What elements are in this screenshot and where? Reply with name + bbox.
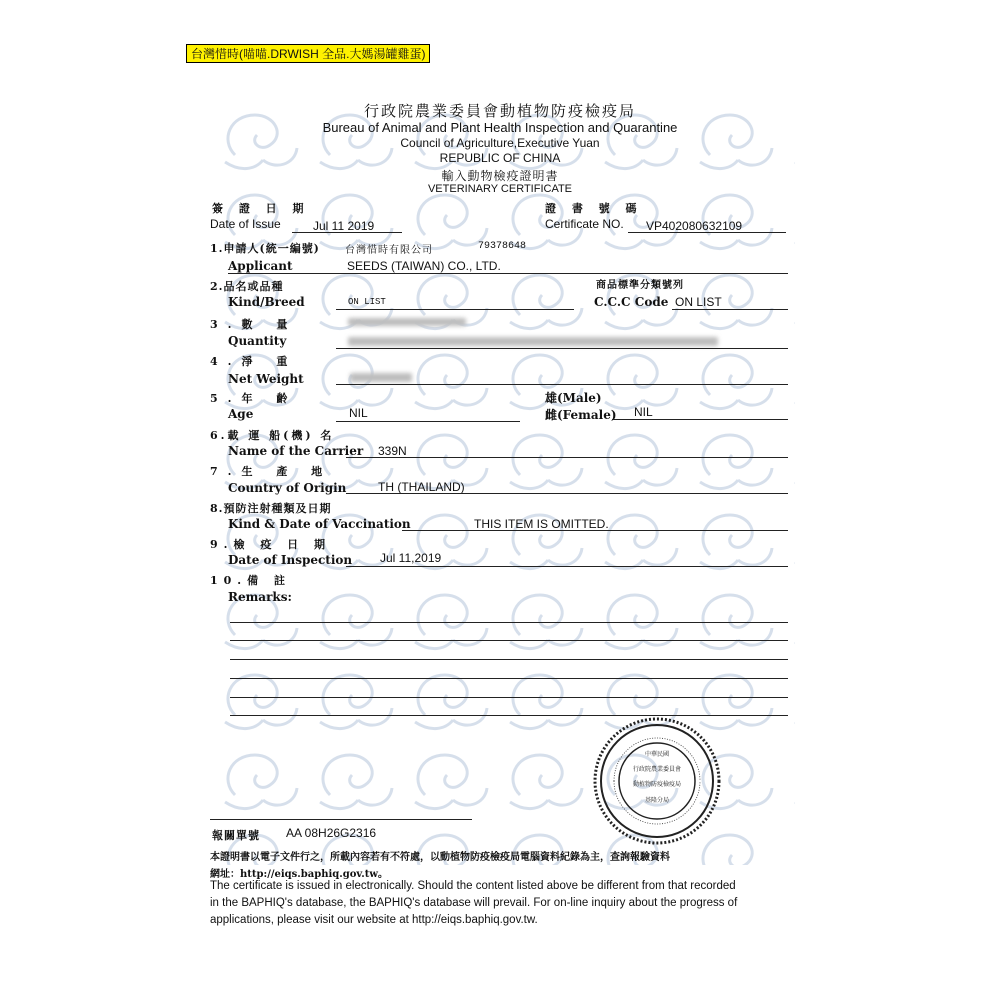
footer-en-line3: applications, please visit our website at http://eiqs.baphiq.gov.tw. — [210, 914, 538, 926]
origin-underline — [346, 493, 788, 494]
ccc-zh-label: 商品標準分類號列 — [596, 280, 684, 291]
remarks-line-5 — [230, 697, 788, 698]
bureau-zh-title: 行政院農業委員會動植物防疫檢疫局 — [363, 102, 636, 120]
footer-en-line2: in the BAPHIQ's database, the BAPHIQ's database will prevail. For on-line inquiry about the progress of — [210, 897, 738, 909]
seal-line-2: 動植物防疫檢疫局 — [632, 781, 682, 788]
vaccination-underline — [402, 530, 788, 531]
ccc-label: C.C.C Code — [594, 295, 669, 309]
remarks-line-3 — [230, 659, 788, 660]
cert-no-value: VP402080632109 — [646, 219, 743, 233]
kind-zh-label: 2.品名或品種 — [210, 280, 284, 293]
footer-en-line1: The certificate is issued in electronically. Should the content listed above be different from that recorded — [210, 880, 736, 892]
seal-line-3: 基隆分局 — [644, 797, 670, 804]
applicant-zh-value: 台灣惜時有限公司 — [345, 245, 433, 256]
declaration-value: AA 08H26G2316 — [286, 826, 377, 840]
issue-date-zh-label: 簽 證 日 期 — [212, 202, 310, 215]
footer-zh-line2: 網址：http://eiqs.baphiq.gov.tw。 — [210, 869, 388, 880]
applicant-id-value: 79378648 — [478, 241, 527, 252]
remarks-line-2 — [230, 640, 788, 641]
quantity-underline — [336, 348, 788, 349]
issue-date-label: Date of Issue — [210, 217, 281, 231]
quantity-zh-label: 3.數 量 — [210, 318, 298, 331]
certificate-zh-title: 輸入動物檢疫證明書 — [441, 169, 559, 183]
quantity-label: Quantity — [228, 334, 287, 348]
top-note-text: 台灣惜時(喵喵.DRWISH 全品.大媽湯罐雞蛋) — [191, 47, 426, 61]
inspection-value: Jul 11,2019 — [380, 551, 442, 565]
remarks-label: Remarks: — [228, 590, 292, 604]
ccc-value: ON LIST — [675, 295, 722, 309]
age-underline — [336, 421, 520, 422]
origin-value: TH (THAILAND) — [378, 480, 465, 494]
republic-name: REPUBLIC OF CHINA — [439, 151, 561, 165]
bureau-en-name: Bureau of Animal and Plant Health Inspection and Quarantine — [322, 120, 678, 135]
ccc-underline — [672, 309, 788, 310]
inspection-underline — [346, 566, 788, 567]
net-weight-underline — [336, 384, 788, 385]
issue-date-underline — [292, 232, 402, 233]
cert-no-underline — [628, 232, 786, 233]
carrier-underline — [346, 457, 788, 458]
vaccination-label: Kind & Date of Vaccination — [228, 517, 411, 531]
applicant-label: Applicant — [228, 259, 293, 273]
male-label: 雄(Male) — [545, 391, 602, 405]
carrier-value: 339N — [378, 444, 407, 458]
applicant-zh-label: 1.申請人(統一編號) — [210, 242, 320, 255]
applicant-underline — [228, 273, 788, 274]
vaccination-value: THIS ITEM IS OMITTED. — [474, 517, 609, 531]
origin-label: Country of Origin — [228, 481, 347, 495]
issue-date-value: Jul 11 2019 — [313, 219, 375, 233]
quantity-blurred-line2 — [348, 337, 718, 346]
declaration-zh-label: 報關單號 — [212, 829, 260, 842]
council-en-name: Council of Agriculture,Executive Yuan — [400, 136, 600, 150]
kind-label: Kind/Breed — [228, 295, 305, 309]
official-seal — [592, 716, 722, 846]
carrier-zh-label: 6.載 運 船(機) 名 — [210, 429, 335, 442]
remarks-line-4 — [230, 678, 788, 679]
carrier-label: Name of the Carrier — [228, 444, 364, 458]
vaccination-zh-label: 8.預防注射種類及日期 — [210, 502, 332, 515]
seal-line-1: 行政院農業委員會 — [632, 766, 682, 773]
declaration-top-line — [210, 819, 472, 820]
quantity-blurred-line1 — [348, 318, 466, 326]
kind-underline — [336, 309, 574, 310]
age-value: NIL — [349, 406, 368, 420]
footer-zh-line1: 本證明書以電子文件行之，所載內容若有不符處，以動植物防疫檢疫局電腦資料紀錄為主，查詢報驗資料 — [210, 852, 670, 863]
net-weight-label: Net Weight — [228, 372, 304, 386]
applicant-value: SEEDS (TAIWAN) CO., LTD. — [347, 259, 501, 273]
cert-no-label: Certificate NO. — [545, 217, 624, 231]
seal-line-0: 中華民國 — [644, 751, 670, 758]
age-label: Age — [228, 407, 254, 421]
certificate-en-title: VETERINARY CERTIFICATE — [427, 183, 573, 195]
age-zh-label: 5.年 齡 — [210, 392, 298, 405]
inspection-label: Date of Inspection — [228, 553, 353, 567]
net-weight-blurred — [350, 373, 412, 382]
remarks-line-1 — [230, 622, 788, 623]
remarks-zh-label: 10.備 註 — [210, 574, 291, 587]
cert-no-zh-label: 證 書 號 碼 — [545, 202, 643, 215]
kind-value: ON LIST — [348, 297, 386, 307]
top-note — [186, 44, 430, 63]
origin-zh-label: 7.生 產 地 — [210, 465, 333, 478]
sex-value: NIL — [634, 405, 653, 419]
inspection-zh-label: 9.檢 疫 日 期 — [210, 538, 331, 551]
sex-underline — [612, 419, 788, 420]
female-label: 雌(Female) — [545, 408, 617, 422]
net-weight-zh-label: 4.淨 重 — [210, 355, 298, 368]
